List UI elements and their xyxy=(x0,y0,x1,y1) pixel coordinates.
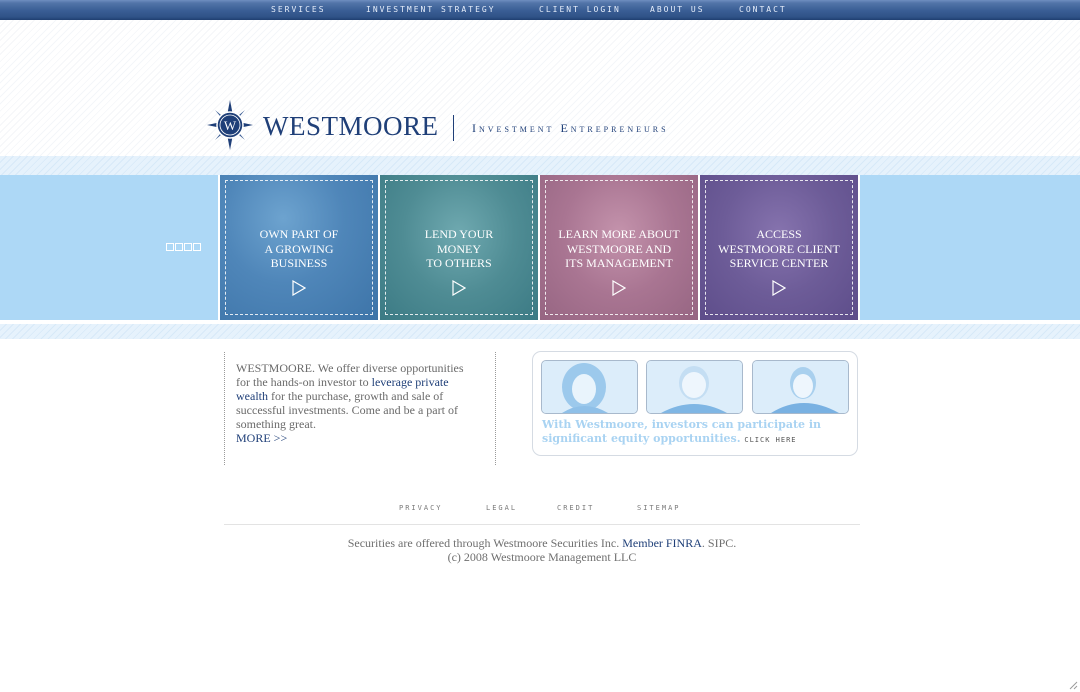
pager-dot-3[interactable] xyxy=(184,243,192,251)
svg-text:W: W xyxy=(223,118,237,133)
compass-logo-icon[interactable] xyxy=(207,100,253,150)
tile-label: OWN PART OF A GROWING BUSINESS xyxy=(259,227,339,270)
nav-client-login[interactable]: CLIENT LOGIN xyxy=(539,5,621,14)
young-man-portrait-image xyxy=(752,360,849,414)
promo-message: With Westmoore, investors can participate in significant equity opportunities. xyxy=(542,418,822,445)
tile-label: ACCESS WESTMOORE CLIENT SERVICE CENTER xyxy=(718,227,840,270)
copyright-text: (c) 2008 Westmoore Management LLC xyxy=(447,550,637,564)
sipc-text: . SIPC. xyxy=(701,536,737,550)
member-finra-link[interactable]: Member FINRA xyxy=(622,536,702,550)
tile-own-business[interactable] xyxy=(218,175,378,320)
footer-sitemap-link[interactable]: SITEMAP xyxy=(637,504,681,512)
woman-portrait-image xyxy=(541,360,638,414)
header-band xyxy=(0,156,1080,175)
footer-legal-link[interactable]: LEGAL xyxy=(486,504,518,512)
brand-tagline: Investment Entrepreneurs xyxy=(472,121,669,135)
about-box xyxy=(224,352,496,465)
tile-lend-money[interactable] xyxy=(378,175,538,320)
legal-disclaimer xyxy=(224,536,860,564)
footer-credit-link[interactable]: CREDIT xyxy=(557,504,595,512)
about-rest: for the purchase, growth and sale of successful investments. Come and be a part of something great. xyxy=(236,389,458,431)
about-text xyxy=(236,361,471,445)
tile-learn-more[interactable] xyxy=(538,175,698,320)
header-divider xyxy=(453,115,454,141)
nav-about-us[interactable]: ABOUT US xyxy=(650,5,705,14)
about-highlight: leverage private wealth xyxy=(236,375,449,403)
top-nav-bar xyxy=(0,0,1080,20)
nav-investment-strategy[interactable]: INVESTMENT STRATEGY xyxy=(366,5,496,14)
nav-contact[interactable]: CONTACT xyxy=(739,5,787,14)
footer-divider xyxy=(224,524,860,525)
play-arrow-icon xyxy=(292,280,306,296)
tile-client-service[interactable] xyxy=(698,175,860,320)
click-here-link[interactable]: CLICK HERE xyxy=(744,436,797,444)
promo-text xyxy=(542,418,852,447)
about-intro: WESTMOORE. We offer diverse opportunities for the hands-on investor to xyxy=(236,361,464,389)
tile-label: LEARN MORE ABOUT WESTMOORE AND ITS MANAGEMENT xyxy=(558,227,680,270)
disclaimer-text: Securities are offered through Westmoore Securities Inc. xyxy=(347,536,623,550)
play-arrow-icon xyxy=(612,280,626,296)
nav-services[interactable]: SERVICES xyxy=(271,5,326,14)
play-arrow-icon xyxy=(772,280,786,296)
brand-name[interactable]: WESTMOORE xyxy=(263,111,439,141)
tile-label: LEND YOUR MONEY TO OTHERS xyxy=(424,227,494,270)
pager-dot-4[interactable] xyxy=(193,243,201,251)
older-man-portrait-image xyxy=(646,360,743,414)
play-arrow-icon xyxy=(452,280,466,296)
footer-privacy-link[interactable]: PRIVACY xyxy=(399,504,443,512)
resize-grip-icon[interactable] xyxy=(1068,680,1078,690)
more-link[interactable]: MORE >> xyxy=(236,431,288,445)
promo-box[interactable] xyxy=(532,351,858,456)
hero-band xyxy=(0,324,1080,339)
pager-dot-2[interactable] xyxy=(175,243,183,251)
pager-dot-1[interactable] xyxy=(166,243,174,251)
